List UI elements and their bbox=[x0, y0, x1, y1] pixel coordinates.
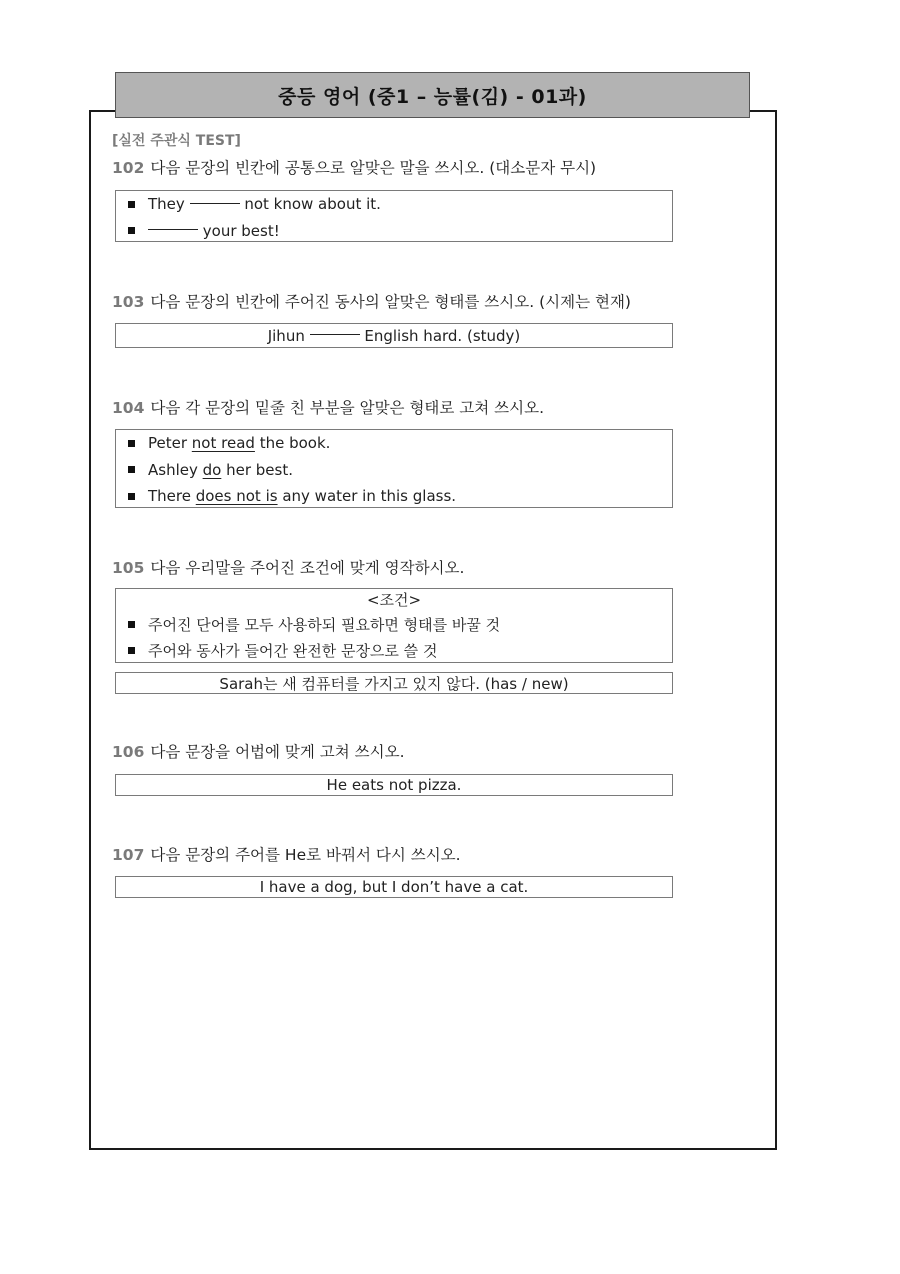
list-item: There does not is any water in this glass. bbox=[116, 483, 672, 510]
underlined-phrase: not read bbox=[191, 434, 255, 453]
bullet-icon bbox=[128, 621, 135, 628]
example-sentence: Sarah는 새 컴퓨터를 가지고 있지 않다. (has / new) bbox=[219, 674, 569, 693]
condition-text: 주어와 동사가 들어간 완전한 문장으로 쓸 것 bbox=[148, 642, 438, 661]
question-prompt: 다음 문장을 어법에 맞게 고쳐 쓰시오. bbox=[150, 743, 405, 761]
example-box-104 bbox=[115, 429, 673, 508]
answer-blank bbox=[190, 203, 240, 204]
question-104 bbox=[112, 396, 544, 418]
example-box-102 bbox=[115, 190, 673, 242]
example-sentence: He eats not pizza. bbox=[326, 776, 462, 794]
question-number: 102 bbox=[112, 159, 145, 177]
question-number: 107 bbox=[112, 846, 145, 864]
bullet-icon bbox=[128, 440, 135, 447]
question-prompt: 다음 각 문장의 밑줄 친 부분을 알맞은 형태로 고쳐 쓰시오. bbox=[150, 399, 545, 417]
condition-text: 주어진 단어를 모두 사용하되 필요하면 형태를 바꿀 것 bbox=[148, 615, 501, 634]
question-number: 103 bbox=[112, 293, 145, 311]
answer-blank bbox=[148, 229, 198, 230]
list-item: Peter not read the book. bbox=[116, 430, 672, 457]
example-box-107 bbox=[115, 876, 673, 898]
condition-box bbox=[115, 588, 673, 663]
underlined-phrase: do bbox=[202, 460, 222, 479]
question-106 bbox=[112, 740, 405, 762]
condition-title: <조건> bbox=[366, 591, 422, 609]
example-box-103: Jihun English hard. (study) bbox=[115, 323, 673, 348]
bullet-icon bbox=[128, 227, 135, 234]
title-bar bbox=[115, 72, 750, 118]
example-sentence: I have a dog, but I don’t have a cat. bbox=[259, 878, 529, 896]
question-105 bbox=[112, 556, 464, 578]
page-title: 중등 영어 (중1 – 능률(김) - 01과) bbox=[278, 85, 587, 108]
question-102 bbox=[112, 156, 596, 178]
example-box-106 bbox=[115, 774, 673, 796]
question-prompt: 다음 우리말을 주어진 조건에 맞게 영작하시오. bbox=[150, 559, 465, 577]
question-prompt: 다음 문장의 주어를 He로 바꿔서 다시 쓰시오. bbox=[150, 846, 461, 864]
list-item: They not know about it. bbox=[116, 191, 672, 218]
question-prompt: 다음 문장의 빈칸에 공통으로 알맞은 말을 쓰시오. (대소문자 무시) bbox=[150, 159, 597, 177]
question-number: 106 bbox=[112, 743, 145, 761]
list-item bbox=[116, 611, 672, 638]
question-number: 104 bbox=[112, 399, 145, 417]
bullet-icon bbox=[128, 647, 135, 654]
underlined-phrase: does not is bbox=[195, 487, 278, 506]
bullet-icon bbox=[128, 493, 135, 500]
question-prompt: 다음 문장의 빈칸에 주어진 동사의 알맞은 형태를 쓰시오. (시제는 현재) bbox=[150, 293, 631, 311]
list-item bbox=[116, 638, 672, 665]
answer-blank bbox=[310, 334, 360, 335]
section-label: [실전 주관식 TEST] bbox=[112, 133, 241, 149]
list-item: your best! bbox=[116, 218, 672, 245]
list-item: Ashley do her best. bbox=[116, 457, 672, 484]
question-number: 105 bbox=[112, 559, 145, 577]
bullet-icon bbox=[128, 466, 135, 473]
question-107 bbox=[112, 843, 461, 865]
question-103 bbox=[112, 290, 631, 312]
example-box-105 bbox=[115, 672, 673, 694]
bullet-icon bbox=[128, 201, 135, 208]
